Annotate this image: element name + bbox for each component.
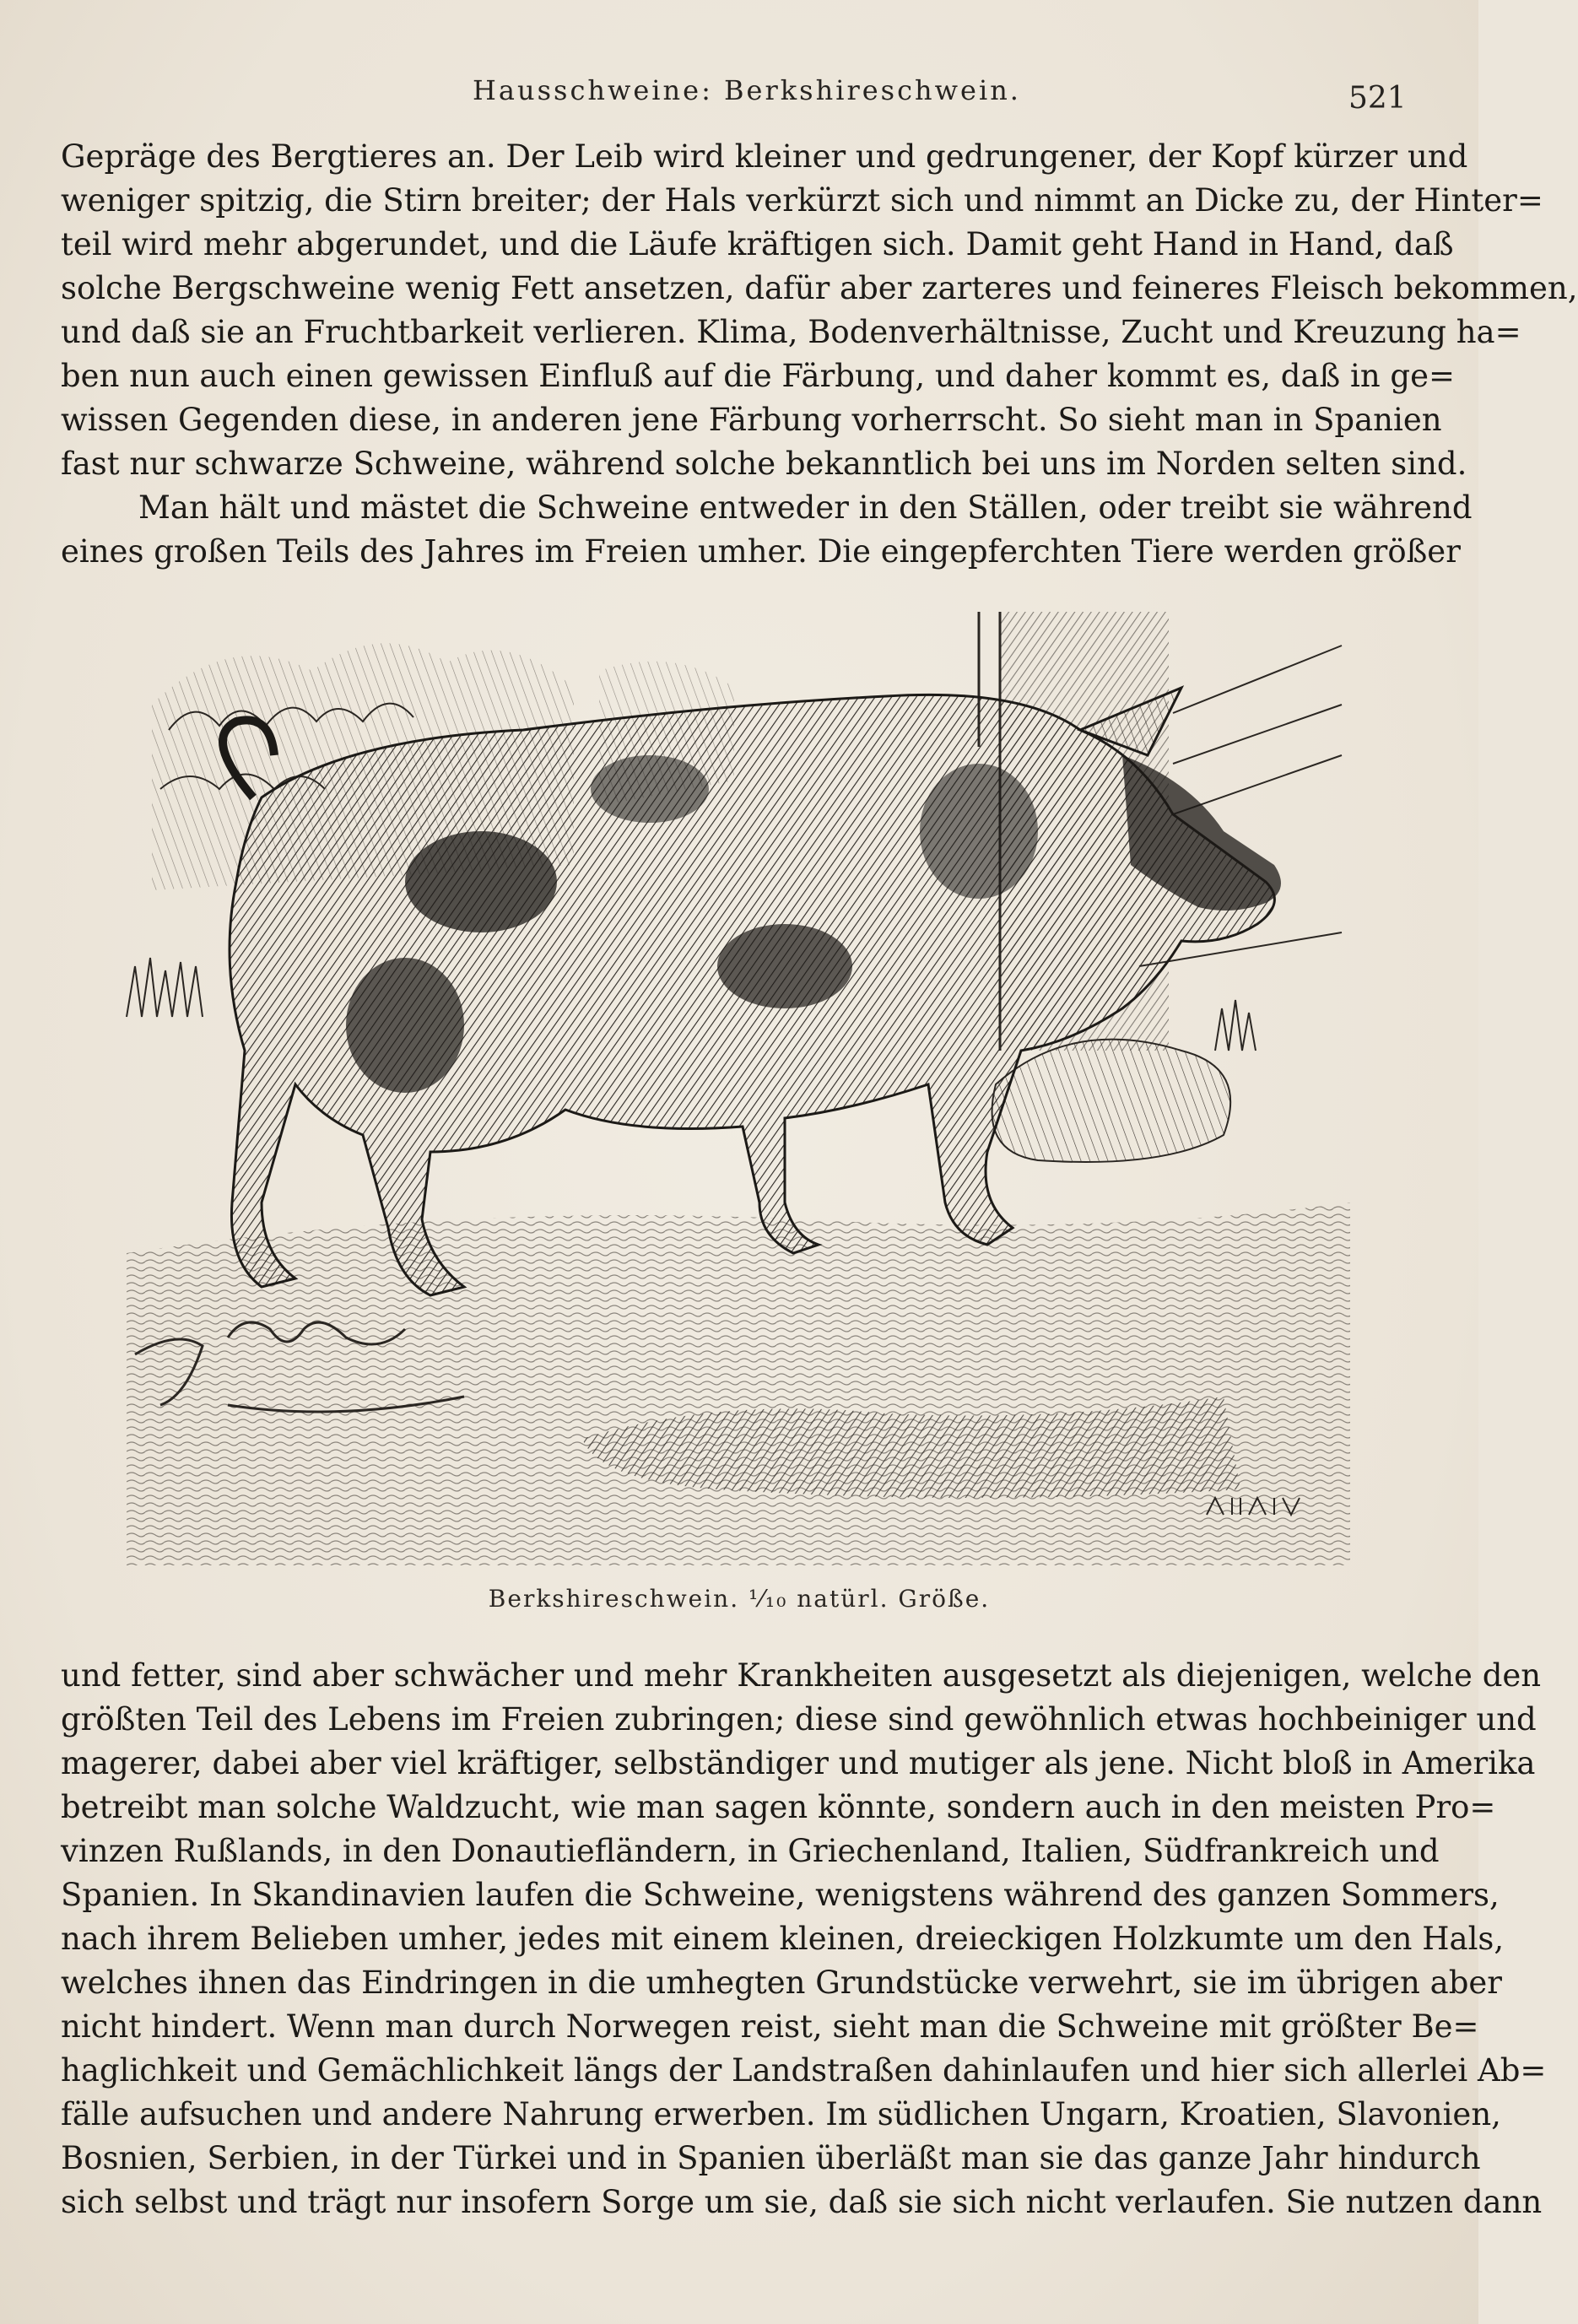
pig-figure — [223, 688, 1281, 1295]
text-line: welches ihnen das Eindringen in die umhegten Grundstücke verwehrt, sie im übrigen aber — [61, 1965, 1502, 2001]
text-line: fast nur schwarze Schweine, während solche bekanntlich bei uns im Norden selten sind. — [61, 446, 1467, 482]
page-number: 521 — [1348, 81, 1407, 116]
text-line: magerer, dabei aber viel kräftiger, selbständiger und mutiger als jene. Nicht bloß in Amerika — [61, 1745, 1536, 1781]
text-line: teil wird mehr abgerundet, und die Läufe kräftigen sich. Damit geht Hand in Hand, daß — [61, 226, 1454, 262]
text-line: nicht hindert. Wenn man durch Norwegen reist, sieht man die Schweine mit größter Be= — [61, 2008, 1479, 2045]
engraving-svg — [127, 612, 1350, 1565]
text-line: nach ihrem Belieben umher, jedes mit einem kleinen, dreieckigen Holzkumte um den Hals, — [61, 1921, 1505, 1957]
text-line: und fetter, sind aber schwächer und mehr Krankheiten ausgesetzt als diejenigen, welche den — [61, 1657, 1542, 1694]
text-block-top — [61, 135, 1578, 574]
text-line: haglichkeit und Gemächlichkeit längs der Landstraßen dahinlaufen und hier sich allerlei Ab= — [61, 2052, 1547, 2089]
text-line: eines großen Teils des Jahres im Freien umher. Die eingepferchten Tiere werden größer — [61, 533, 1461, 570]
text-line: Man hält und mästet die Schweine entweder in den Ställen, oder treibt sie während — [138, 489, 1473, 526]
text-line: vinzen Rußlands, in den Donautiefländern, in Griechenland, Italien, Südfrankreich und — [61, 1833, 1440, 1869]
text-block-bottom — [61, 1654, 1547, 2224]
resting-pig — [992, 1040, 1231, 1162]
text-line: und daß sie an Fruchtbarkeit verlieren. Klima, Bodenverhältnisse, Zucht und Kreuzung ha= — [61, 314, 1521, 350]
text-line: ben nun auch einen gewissen Einfluß auf die Färbung, und daher kommt es, daß in ge= — [61, 358, 1456, 394]
text-line: sich selbst und trägt nur insofern Sorge um sie, daß sie sich nicht verlaufen. Sie nutzen dann — [61, 2184, 1543, 2220]
text-line: größten Teil des Lebens im Freien zubringen; diese sind gewöhnlich etwas hochbeiniger und — [61, 1701, 1537, 1738]
text-line: Gepräge des Bergtieres an. Der Leib wird kleiner und gedrungener, der Kopf kürzer und — [61, 138, 1468, 175]
text-line: weniger spitzig, die Stirn breiter; der Hals verkürzt sich und nimmt an Dicke zu, der Hinter= — [61, 182, 1543, 219]
text-line: fälle aufsuchen und andere Nahrung erwerben. Im südlichen Ungarn, Kroatien, Slavonien, — [61, 2096, 1501, 2132]
text-line: wissen Gegenden diese, in anderen jene Färbung vorherrscht. So sieht man in Spanien — [61, 402, 1442, 438]
text-line: solche Bergschweine wenig Fett ansetzen, dafür aber zarteres und feineres Fleisch bekommen, — [61, 270, 1578, 306]
text-line: betreibt man solche Waldzucht, wie man sagen könnte, sondern auch in den meisten Pro= — [61, 1789, 1496, 1825]
pig-illustration — [127, 612, 1350, 1565]
text-line: Spanien. In Skandinavien laufen die Schweine, wenigstens während des ganzen Sommers, — [61, 1877, 1500, 1913]
figure-caption: Berkshireschwein. ¹⁄₁₀ natürl. Größe. — [488, 1585, 991, 1613]
running-head: Hausschweine: Berkshireschwein. — [473, 74, 1021, 106]
text-line: Bosnien, Serbien, in der Türkei und in Spanien überläßt man sie das ganze Jahr hindurch — [61, 2140, 1481, 2176]
